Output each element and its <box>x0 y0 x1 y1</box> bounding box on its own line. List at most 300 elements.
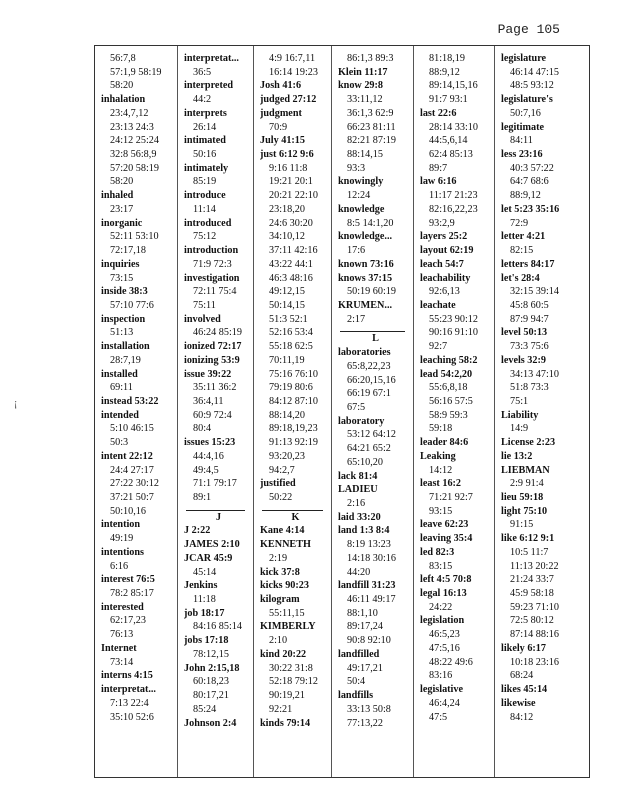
index-term: interest 76:5 <box>101 574 155 586</box>
index-term: installed <box>101 368 138 380</box>
page-reference: 75:16 76:10 <box>269 368 318 380</box>
page-reference: 11:14 <box>193 203 216 215</box>
section-letter: J <box>215 511 222 523</box>
index-column-1 <box>95 46 178 777</box>
index-term: LADIEU <box>338 484 378 496</box>
page-reference: 2:17 <box>347 313 366 325</box>
page-reference: 14:12 <box>429 464 453 476</box>
page-reference: 35:11 36:2 <box>193 382 237 394</box>
page-reference: 50:19 60:19 <box>347 286 396 298</box>
index-term: KRUMEN... <box>338 299 393 311</box>
page-reference: 46:5,23 <box>429 629 460 641</box>
index-term: known 73:16 <box>338 258 394 270</box>
index-term: lack 81:4 <box>338 470 378 482</box>
index-term: Johnson 2:4 <box>184 717 237 729</box>
page-reference: 87:9 94:7 <box>510 313 549 325</box>
index-term: left 4:5 70:8 <box>420 574 472 586</box>
page-reference: 10:5 11:7 <box>510 546 549 558</box>
page-reference: 62:17,23 <box>110 615 146 627</box>
page-reference: 67:5 <box>347 401 366 413</box>
index-term: JCAR 45:9 <box>184 552 233 564</box>
index-term: intentions <box>101 546 145 558</box>
index-term: Liability <box>501 409 539 421</box>
page-reference: 35:10 52:6 <box>110 711 154 723</box>
page-reference: 88:1,10 <box>347 607 378 619</box>
index-term: introduced <box>184 217 232 229</box>
index-term: John 2:15,18 <box>184 662 240 674</box>
page-reference: 47:5 <box>429 711 448 723</box>
page-reference: 11:17 21:23 <box>429 190 478 202</box>
index-term: levels 32:9 <box>501 354 546 366</box>
index-term: legislation <box>420 615 465 627</box>
index-term: lead 54:2,20 <box>420 368 473 380</box>
page-reference: 55:6,8,18 <box>429 382 468 394</box>
page-reference: 49:12,15 <box>269 286 305 298</box>
index-term: interpretat... <box>101 684 156 696</box>
page-reference: 30:22 31:8 <box>269 662 313 674</box>
page-reference: 55:18 62:5 <box>269 341 313 353</box>
page-reference: 37:11 42:16 <box>269 245 318 257</box>
page-reference: 44:2 <box>193 94 212 106</box>
page-reference: 50:4 <box>347 676 366 688</box>
page-reference: 83:16 <box>429 670 453 682</box>
index-term: leachate <box>420 299 456 311</box>
index-term: leave 62:23 <box>420 519 469 531</box>
page-reference: 71:1 79:17 <box>193 478 237 490</box>
index-term: less 23:16 <box>501 149 543 161</box>
index-term: intention <box>101 519 141 531</box>
index-term: knowingly <box>338 176 384 188</box>
page-reference: 24:6 30:20 <box>269 217 313 229</box>
page-reference: 71:21 92:7 <box>429 492 473 503</box>
page-reference: 81:18,19 <box>429 53 465 64</box>
page-reference: 17:6 <box>347 245 366 257</box>
scan-mark: ¡ <box>14 398 18 409</box>
page-reference: 24:4 27:17 <box>110 464 154 476</box>
index-term: justified <box>260 478 296 490</box>
index-term: legislature <box>501 53 547 64</box>
page-reference: 28:14 33:10 <box>429 121 478 133</box>
index-column-6 <box>495 46 589 777</box>
page-reference: 8:19 13:23 <box>347 539 391 551</box>
page-reference: 84:11 <box>510 135 533 147</box>
index-term: License 2:23 <box>501 437 556 449</box>
index-term: KIMBERLY <box>260 621 316 633</box>
index-term: judged 27:12 <box>260 94 317 106</box>
page-reference: 66:23 81:11 <box>347 121 396 133</box>
index-column-3 <box>254 46 332 777</box>
index-term: let's 28:4 <box>501 272 540 284</box>
index-term: interpreted <box>184 80 234 92</box>
index-term: likely 6:17 <box>501 642 546 654</box>
page-reference: 48:5 93:12 <box>510 80 554 92</box>
page-reference: 88:14,15 <box>347 149 383 161</box>
index-term: JAMES 2:10 <box>184 539 240 551</box>
page-reference: 24:12 25:24 <box>110 135 159 147</box>
page-reference: 48:22 49:6 <box>429 656 473 668</box>
index-term: LIEBMAN <box>501 464 550 476</box>
page-reference: 46:4,24 <box>429 697 460 709</box>
page-reference: 90:16 91:10 <box>429 327 478 339</box>
page-reference: 93:20,23 <box>269 450 305 462</box>
page-reference: 89:1 <box>193 492 212 503</box>
page-reference: 45:8 60:5 <box>510 299 549 311</box>
page-reference: 73:14 <box>110 656 134 668</box>
page-reference: 72:17,18 <box>110 245 146 257</box>
index-term: letter 4:21 <box>501 231 546 243</box>
page-reference: 82:16,22,23 <box>429 203 478 215</box>
page-reference: 52:18 79:12 <box>269 676 318 688</box>
page-reference: 49:4,5 <box>193 464 219 476</box>
index-term: interprets <box>184 107 227 119</box>
page-reference: 89:7 <box>429 162 448 174</box>
index-term: Internet <box>101 642 137 654</box>
page-reference: 49:19 <box>110 533 134 545</box>
index-term: law 6:16 <box>420 176 457 188</box>
index-term: layers 25:2 <box>420 231 468 243</box>
page-reference: 52:16 53:4 <box>269 327 313 339</box>
index-term: leachability <box>420 272 471 284</box>
page-reference: 86:1,3 89:3 <box>347 53 394 64</box>
page-reference: 75:1 <box>510 395 529 407</box>
page-reference: 50:16 <box>193 149 217 161</box>
index-term: level 50:13 <box>501 327 548 339</box>
index-term: interns 4:15 <box>101 670 153 682</box>
page-reference: 57:20 58:19 <box>110 162 159 174</box>
page-reference: 85:24 <box>193 703 217 715</box>
page-reference: 91:7 93:1 <box>429 94 468 106</box>
index-term: ionizing 53:9 <box>184 354 240 366</box>
page-reference: 46:3 48:16 <box>269 272 313 284</box>
index-term: intent 22:12 <box>101 450 153 462</box>
page-reference: 2:10 <box>269 635 288 647</box>
page-reference: 75:11 <box>193 299 216 311</box>
index-term: involved <box>184 313 221 325</box>
index-term: intimated <box>184 135 226 147</box>
page-reference: 92:6,13 <box>429 286 460 298</box>
index-term: led 82:3 <box>420 546 455 558</box>
index-column-4 <box>332 46 414 777</box>
page-reference: 8:5 14:1,20 <box>347 217 394 229</box>
index-term: lieu 59:18 <box>501 492 544 503</box>
index-term: legal 16:13 <box>420 588 467 600</box>
index-term: likewise <box>501 697 536 709</box>
page-reference: 93:15 <box>429 505 453 517</box>
index-term: interpretat... <box>184 53 239 64</box>
page-reference: 27:22 30:12 <box>110 478 159 490</box>
page-reference: 20:21 22:10 <box>269 190 318 202</box>
index-term: know 29:8 <box>338 80 384 92</box>
page-reference: 73:3 75:6 <box>510 341 549 353</box>
page-reference: 16:14 19:23 <box>269 66 318 78</box>
page-reference: 70:11,19 <box>269 354 305 366</box>
section-letter: L <box>372 333 379 345</box>
page-reference: 69:11 <box>110 382 133 394</box>
page-reference: 83:15 <box>429 560 453 572</box>
index-term: laid 33:20 <box>338 511 381 523</box>
page-reference: 89:14,15,16 <box>429 80 478 92</box>
index-term: likes 45:14 <box>501 684 548 696</box>
index-term: kinds 79:14 <box>260 717 311 729</box>
index-term: inorganic <box>101 217 143 229</box>
page-reference: 46:14 47:15 <box>510 66 559 78</box>
index-term: Leaking <box>420 450 456 462</box>
page-reference: 82:21 87:19 <box>347 135 396 147</box>
page-reference: 76:13 <box>110 629 134 641</box>
page-reference: 57:10 77:6 <box>110 299 154 311</box>
page-reference: 94:2,7 <box>269 464 295 476</box>
page-reference: 60:18,23 <box>193 676 229 688</box>
page-reference: 47:5,16 <box>429 642 460 654</box>
page-reference: 44:4,16 <box>193 450 224 462</box>
index-column-2 <box>178 46 254 777</box>
index-term: issues 15:23 <box>184 437 236 449</box>
page-reference: 33:11,12 <box>347 94 383 106</box>
page-reference: 6:16 <box>110 560 129 572</box>
page-reference: 64:21 65:2 <box>347 443 391 455</box>
page-reference: 79:19 80:6 <box>269 382 313 394</box>
index-term: inhaled <box>101 190 134 202</box>
index-term: Jenkins <box>184 580 218 592</box>
index-table <box>94 45 590 778</box>
page-reference: 78:12,15 <box>193 648 229 660</box>
page-reference: 66:19 67:1 <box>347 388 391 400</box>
index-term: lie 13:2 <box>501 450 533 462</box>
index-term: investigation <box>184 272 240 284</box>
page-reference: 11:13 20:22 <box>510 560 559 572</box>
page-reference: 50:22 <box>269 492 293 503</box>
page-reference: 11:18 <box>193 594 216 606</box>
page-reference: 89:18,19,23 <box>269 423 318 435</box>
index-term: inside 38:3 <box>101 286 148 298</box>
index-term: knows 37:15 <box>338 272 393 284</box>
page-reference: 59:18 <box>429 423 453 435</box>
page-reference: 46:24 85:19 <box>193 327 242 339</box>
page-reference: 88:9,12 <box>429 66 460 78</box>
section-letter: K <box>291 511 300 523</box>
page-reference: 44:20 <box>347 566 371 578</box>
page-reference: 58:20 <box>110 176 134 188</box>
page-reference: 5:10 46:15 <box>110 423 154 435</box>
page-reference: 93:2,9 <box>429 217 455 229</box>
page-reference: 57:1,9 58:19 <box>110 66 162 78</box>
index-term: landfill 31:23 <box>338 580 396 592</box>
index-term: leach 54:7 <box>420 258 464 270</box>
page-reference: 10:18 23:16 <box>510 656 559 668</box>
index-term: installation <box>101 341 150 353</box>
page-reference: 80:4 <box>193 423 212 435</box>
index-term: interested <box>101 601 144 613</box>
index-term: J 2:22 <box>184 525 211 537</box>
page-reference: 91:13 92:19 <box>269 437 318 449</box>
index-term: Josh 41:6 <box>260 80 302 92</box>
page-reference: 62:4 85:13 <box>429 149 473 161</box>
page-reference: 23:13 24:3 <box>110 121 154 133</box>
index-term: land 1:3 8:4 <box>338 525 390 537</box>
page-reference: 32:15 39:14 <box>510 286 559 298</box>
index-term: laboratories <box>338 347 391 359</box>
page-reference: 50:10,16 <box>110 505 146 517</box>
index-term: judgment <box>260 107 302 119</box>
page-reference: 82:15 <box>510 245 534 257</box>
index-term: inquiries <box>101 258 140 270</box>
page-reference: 52:11 53:10 <box>110 231 159 243</box>
index-term: intended <box>101 409 139 421</box>
index-term: jobs 17:18 <box>184 635 229 647</box>
page-reference: 50:7,16 <box>510 107 541 119</box>
page-reference: 66:20,15,16 <box>347 374 396 386</box>
page-reference: 72:9 <box>510 217 529 229</box>
page-reference: 40:3 57:22 <box>510 162 554 174</box>
index-column-5 <box>414 46 495 777</box>
index-term: landfilled <box>338 648 380 660</box>
page-reference: 72:11 75:4 <box>193 286 237 298</box>
page-reference: 36:4,11 <box>193 395 224 407</box>
page-reference: 90:19,21 <box>269 690 305 702</box>
page-reference: 51:8 73:3 <box>510 382 549 394</box>
page-reference: 71:9 72:3 <box>193 258 232 270</box>
page-reference: 70:9 <box>269 121 288 133</box>
index-term: laboratory <box>338 415 385 427</box>
page-reference: 49:17,21 <box>347 662 383 674</box>
index-term: layout 62:19 <box>420 245 474 257</box>
page-reference: 78:2 85:17 <box>110 588 154 600</box>
page-reference: 88:9,12 <box>510 190 541 202</box>
index-term: leader 84:6 <box>420 437 469 449</box>
index-term: like 6:12 9:1 <box>501 533 555 545</box>
page-reference: 43:22 44:1 <box>269 258 313 270</box>
page-reference: 44:5,6,14 <box>429 135 468 147</box>
page-reference: 28:7,19 <box>110 354 141 366</box>
index-term: instead 53:22 <box>101 395 159 407</box>
page-reference: 37:21 50:7 <box>110 492 154 503</box>
page-reference: 26:14 <box>193 121 217 133</box>
page-reference: 89:17,24 <box>347 621 383 633</box>
page-reference: 72:5 80:12 <box>510 615 554 627</box>
index-term: legislature's <box>501 94 553 106</box>
page-reference: 45:14 <box>193 566 217 578</box>
page-reference: 68:24 <box>510 670 534 682</box>
index-term: last 22:6 <box>420 107 457 119</box>
index-term: kilogram <box>260 594 300 606</box>
page-reference: 56:7,8 <box>110 53 136 64</box>
page-reference: 84:12 87:10 <box>269 395 318 407</box>
index-term: least 16:2 <box>420 478 462 490</box>
index-term: leaching 58:2 <box>420 354 478 366</box>
page-reference: 23:17 <box>110 203 134 215</box>
page-reference: 85:19 <box>193 176 217 188</box>
page-reference: 23:4,7,12 <box>110 107 149 119</box>
page-number: Page 105 <box>497 22 560 37</box>
page-reference: 75:12 <box>193 231 217 243</box>
index-term: kicks 90:23 <box>260 580 309 592</box>
page-reference: 64:7 68:6 <box>510 176 549 188</box>
page-reference: 12:24 <box>347 190 371 202</box>
page-reference: 84:12 <box>510 711 534 723</box>
page-reference: 7:13 22:4 <box>110 697 149 709</box>
page-reference: 60:9 72:4 <box>193 409 232 421</box>
page-reference: 23:18,20 <box>269 203 305 215</box>
index-term: inspection <box>101 313 146 325</box>
page-reference: 80:17,21 <box>193 690 229 702</box>
index-term: kind 20:22 <box>260 648 307 660</box>
page-reference: 34:13 47:10 <box>510 368 559 380</box>
page-reference: 55:23 90:12 <box>429 313 478 325</box>
page-reference: 9:16 11:8 <box>269 162 308 174</box>
index-term: introduce <box>184 190 226 202</box>
page-reference: 45:9 58:18 <box>510 588 554 600</box>
index-term: intimately <box>184 162 229 174</box>
index-term: ionized 72:17 <box>184 341 242 353</box>
index-term: light 75:10 <box>501 505 548 517</box>
index-term: July 41:15 <box>260 135 305 147</box>
page-reference: 58:9 59:3 <box>429 409 468 421</box>
index-term: inhalation <box>101 94 146 106</box>
page-reference: 21:24 33:7 <box>510 574 554 586</box>
index-term: Klein 11:17 <box>338 66 388 78</box>
index-term: Kane 4:14 <box>260 525 305 537</box>
page-reference: 24:22 <box>429 601 453 613</box>
index-term: legitimate <box>501 121 544 133</box>
index-term: issue 39:22 <box>184 368 232 380</box>
page-reference: 65:8,22,23 <box>347 360 391 372</box>
page-reference: 2:9 91:4 <box>510 478 544 490</box>
page-reference: 51:3 52:1 <box>269 313 308 325</box>
page-reference: 59:23 71:10 <box>510 601 559 613</box>
index-term: leaving 35:4 <box>420 533 473 545</box>
index-term: letters 84:17 <box>501 258 555 270</box>
page-reference: 19:21 20:1 <box>269 176 313 188</box>
page-reference: 36:5 <box>193 66 212 78</box>
page-reference: 14:18 30:16 <box>347 552 396 564</box>
index-term: landfills <box>338 690 374 702</box>
page-reference: 56:16 57:5 <box>429 395 473 407</box>
page-reference: 50:3 <box>110 437 129 449</box>
page-reference: 87:14 88:16 <box>510 629 559 641</box>
page-reference: 4:9 16:7,11 <box>269 53 316 64</box>
index-term: let 5:23 35:16 <box>501 203 560 215</box>
page-reference: 51:13 <box>110 327 134 339</box>
page-reference: 50:14,15 <box>269 299 305 311</box>
page-reference: 58:20 <box>110 80 134 92</box>
index-term: job 18:17 <box>184 607 225 619</box>
page-reference: 32:8 56:8,9 <box>110 149 157 161</box>
page-reference: 84:16 85:14 <box>193 621 242 633</box>
page-reference: 2:16 <box>347 498 366 509</box>
page-reference: 65:10,20 <box>347 456 383 468</box>
page-reference: 90:8 92:10 <box>347 635 391 647</box>
page-reference: 92:21 <box>269 703 293 715</box>
index-term: just 6:12 9:6 <box>260 149 314 161</box>
index-term: knowledge... <box>338 231 393 243</box>
index-term: legislative <box>420 684 464 696</box>
page-reference: 33:13 50:8 <box>347 703 391 715</box>
page-reference: 36:1,3 62:9 <box>347 107 394 119</box>
index-term: KENNETH <box>260 539 311 551</box>
page-reference: 2:19 <box>269 552 288 564</box>
page-reference: 55:11,15 <box>269 607 305 619</box>
page-reference: 88:14,20 <box>269 409 305 421</box>
page-reference: 93:3 <box>347 162 366 174</box>
page-reference: 14:9 <box>510 423 529 435</box>
index-term: kick 37:8 <box>260 566 300 578</box>
page-reference: 73:15 <box>110 272 134 284</box>
index-term: knowledge <box>338 203 385 215</box>
index-term: introduction <box>184 245 239 257</box>
page-reference: 77:13,22 <box>347 717 383 729</box>
page-reference: 46:11 49:17 <box>347 594 396 606</box>
page-reference: 92:7 <box>429 341 448 353</box>
